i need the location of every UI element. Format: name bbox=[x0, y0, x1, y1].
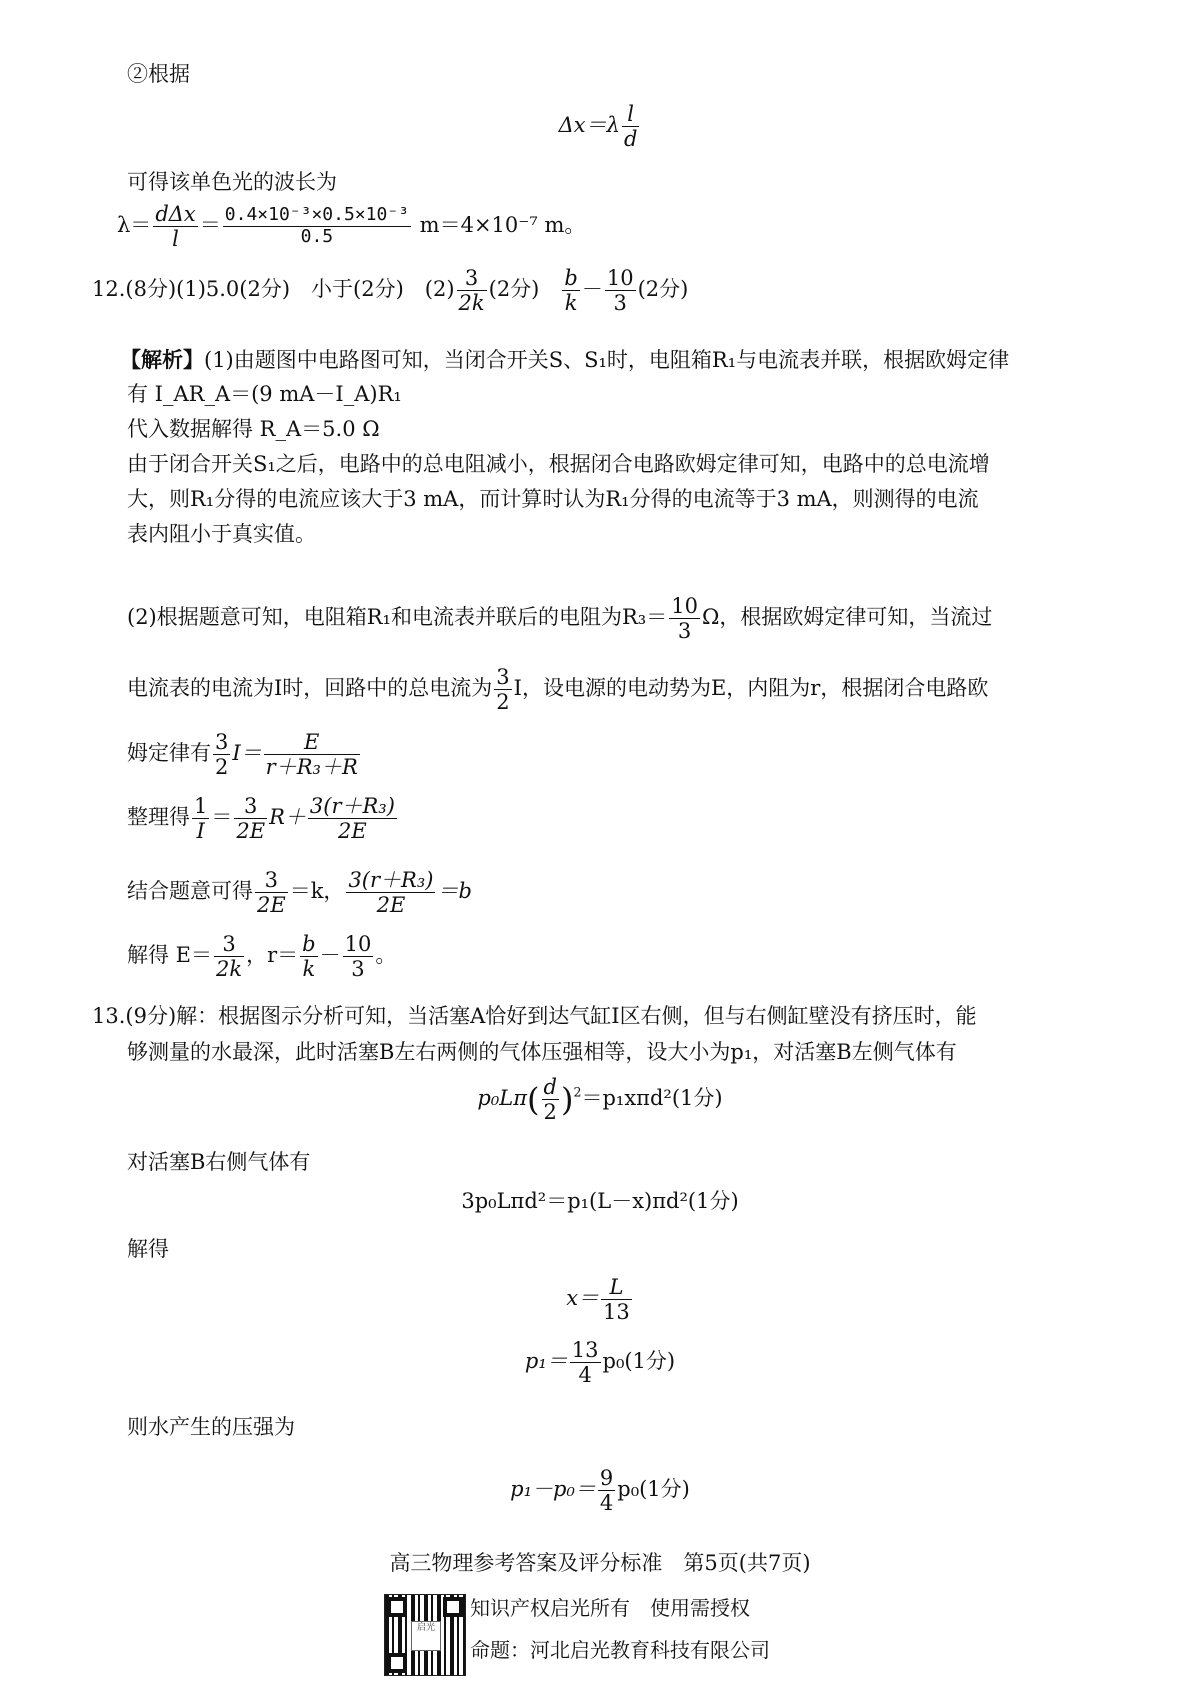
q13-equation4: p₁＝ $\frac{13}{4}$ p₀(1分) bbox=[524, 1338, 676, 1388]
equation-wavelength: λ＝ dΔx l ＝ $\frac{\text{0.4×10⁻³×0.5×10⁻³}}{0.5}$ m＝4×10⁻⁷ m。 bbox=[117, 202, 586, 252]
q12-p2-line5: 结合题意可得 $\frac{3}{2E}$ ＝k， $\frac{\text{3(r＋R₃)}}{2E}$ ＝b bbox=[127, 868, 472, 918]
q12-p1-line3: 代入数据解得 R_A＝5.0 Ω bbox=[127, 417, 380, 441]
q13-equation2: 3p₀Lπd²＝p₁(L－x)πd²(1分) bbox=[461, 1189, 739, 1213]
q13-line2: 够测量的水最深，此时活塞B左右两侧的气体压强相等，设大小为p₁，对活塞B左侧气体有 bbox=[127, 1040, 957, 1064]
q12-p2-line2: 电流表的电流为I时，回路中的总电流为 $\frac{3}{2}$ I，设电源的电动势为E，内阻为r，根据闭合电路欧 bbox=[127, 665, 989, 715]
q13-equation3: x＝ $\frac{L}{13}$ bbox=[566, 1275, 630, 1325]
copyright-line: 知识产权启光所有 使用需授权 bbox=[470, 1596, 750, 1620]
jiexi-tag: 【解析】 bbox=[120, 347, 204, 372]
qr-logo: 启光 bbox=[411, 1621, 441, 1651]
q13-line1: 13.(9分)解：根据图示分析可知，当活塞A恰好到达气缸Ⅰ区右侧，但与右侧缸壁没有挤压时，能 bbox=[92, 1004, 977, 1028]
q13-line5: 则水产生的压强为 bbox=[127, 1415, 295, 1439]
equation-fringe-spacing: Δx＝λ $\frac{l}{d}$ bbox=[558, 102, 638, 152]
q13-equation5: p₁－p₀＝ $\frac{9}{4}$ p₀(1分) bbox=[510, 1466, 690, 1516]
qr-code-icon bbox=[384, 1594, 466, 1676]
q12-p1-line5: 大，则R₁分得的电流应该大于3 mA，而计算时认为R₁分得的电流等于3 mA，则测得的电流 bbox=[127, 487, 979, 511]
q12-answer-header: 12.(8分)(1)5.0(2分) 小于(2分) (2) $\frac{3}{2k}$ (2分) $\frac{b}{k}$ － $\frac{10}{3}$ (2分) bbox=[92, 266, 689, 316]
q12-p1-line4: 由于闭合开关S₁之后，电路中的总电阻减小，根据闭合电路欧姆定律可知，电路中的总电流增 bbox=[127, 452, 990, 476]
q13-line3: 对活塞B右侧气体有 bbox=[127, 1150, 311, 1174]
q13-equation1: p₀Lπ( $\frac{d}{2}$ )$^2$＝p₁xπd²(1分) bbox=[477, 1075, 723, 1125]
section-intro: ②根据 bbox=[127, 62, 190, 86]
q12-p2-line3: 姆定律有 $\frac{3}{2}$ I＝ $\frac{E}{\text{r＋R₃＋R}}$ bbox=[127, 730, 358, 780]
page-footer: 高三物理参考答案及评分标准 第5页(共7页) bbox=[389, 1551, 811, 1575]
q12-p1-line2: 有 I_AR_A＝(9 mA－I_A)R₁ bbox=[127, 382, 402, 406]
wavelength-text: 可得该单色光的波长为 bbox=[127, 170, 337, 194]
q12-p1-line1: 【解析】(1)由题图中电路图可知，当闭合开关S、S₁时，电阻箱R₁与电流表并联，根据欧姆定律 bbox=[120, 347, 1010, 372]
q12-p1-line6: 表内阻小于真实值。 bbox=[127, 522, 316, 546]
author-line: 命题：河北启光教育科技有限公司 bbox=[470, 1638, 770, 1662]
q13-line4: 解得 bbox=[127, 1237, 169, 1261]
q12-p2-line4: 整理得 $\frac{1}{I}$ ＝ $\frac{3}{2E}$ R＋ $\frac{\text{3(r＋R₃)}}{2E}$ bbox=[127, 794, 395, 844]
q12-p2-line1: (2)根据题意可知，电阻箱R₁和电流表并联后的电阻为R₃＝ $\frac{10}{3}$ Ω，根据欧姆定律可知，当流过 bbox=[127, 594, 993, 644]
q12-p2-line6: 解得 E＝ $\frac{3}{2k}$ ，r＝ $\frac{b}{k}$ － $\frac{10}{3}$ 。 bbox=[127, 932, 397, 982]
